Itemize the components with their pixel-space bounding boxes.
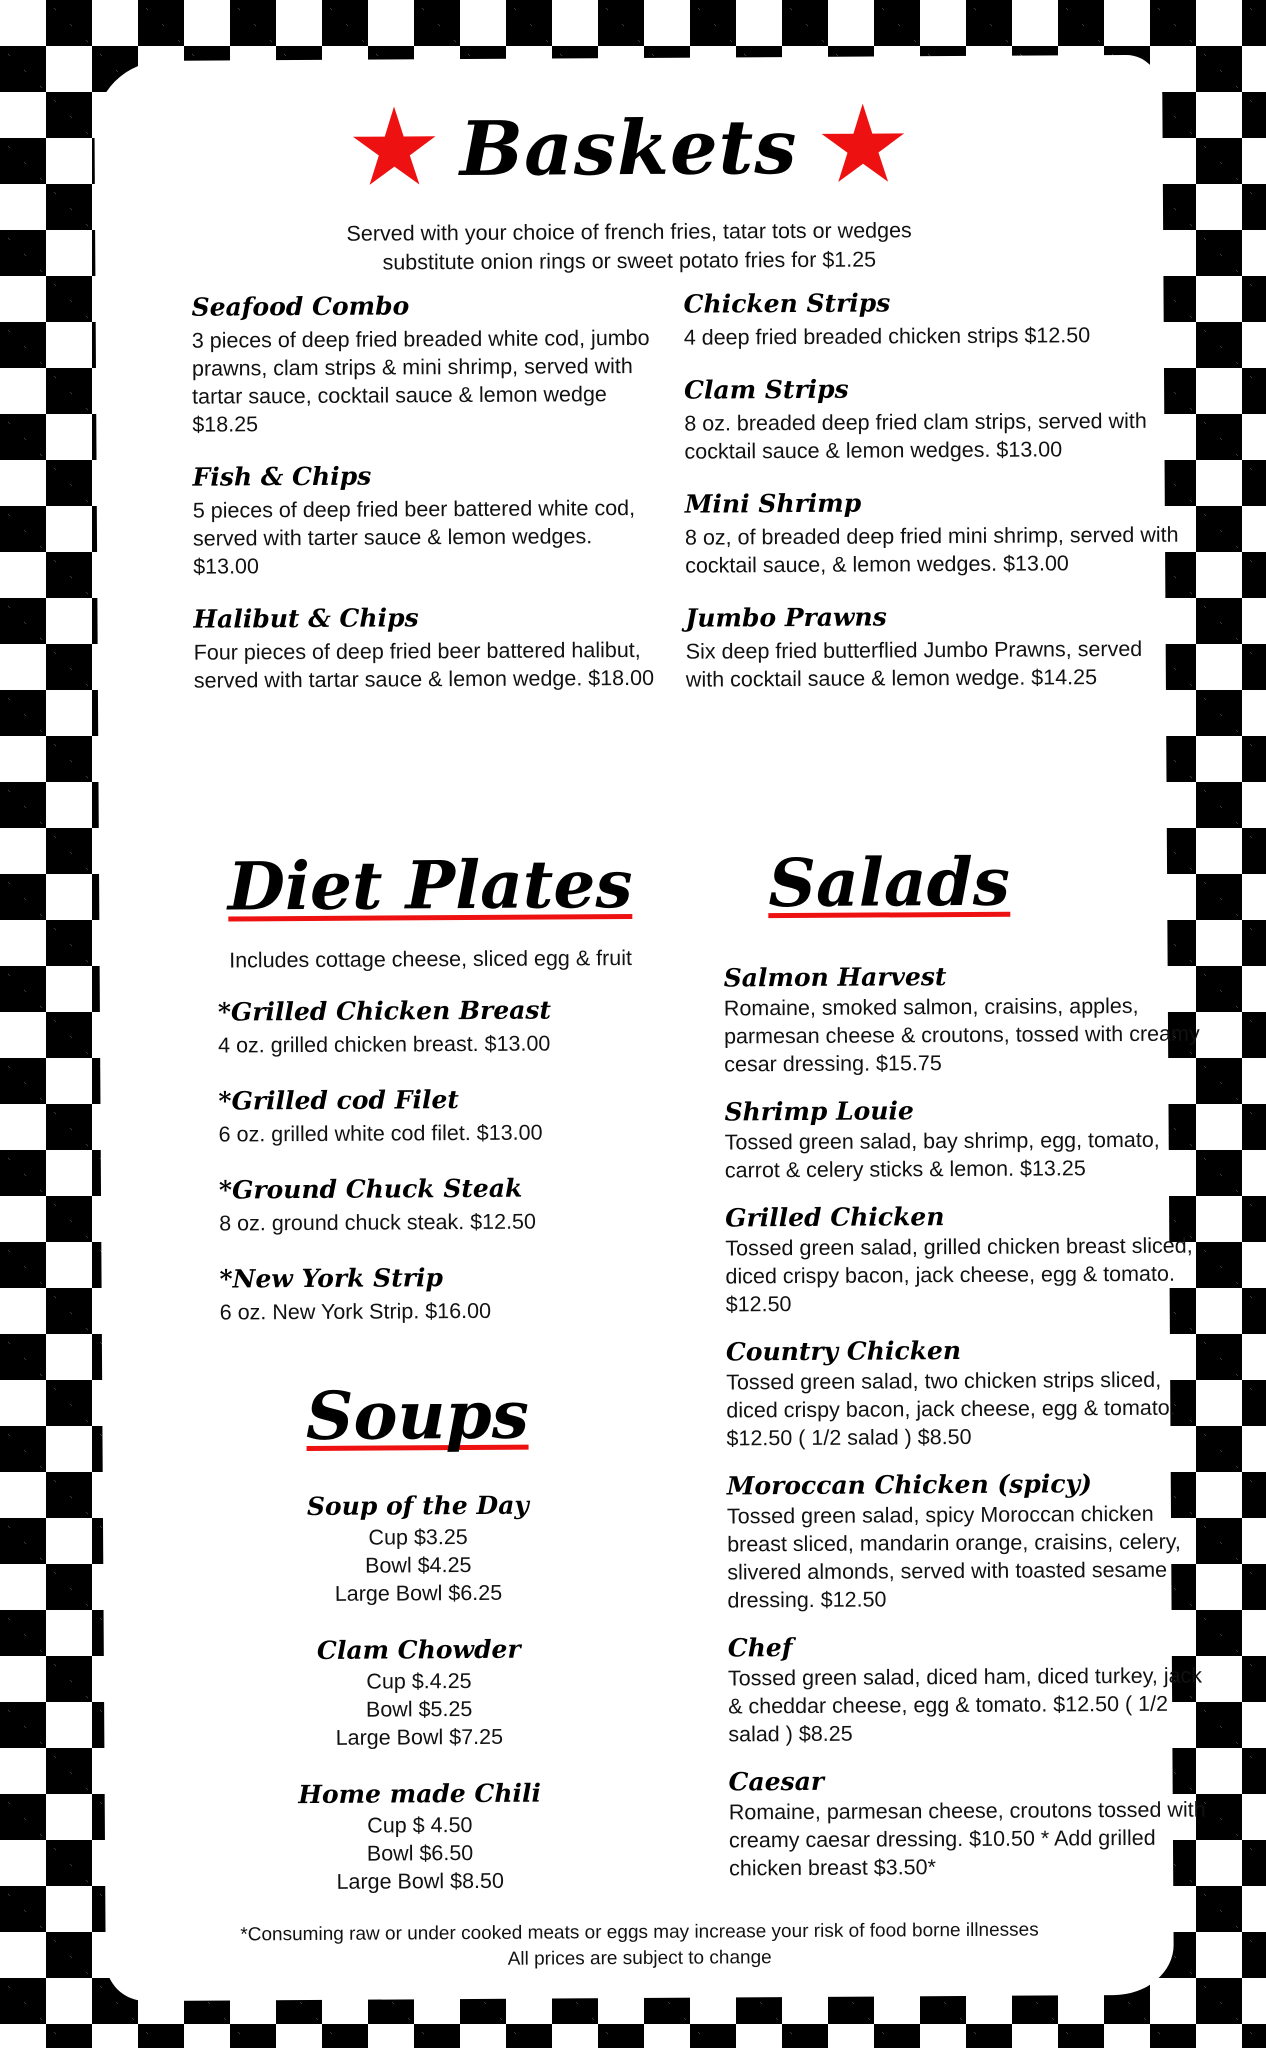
baskets-note-line-2: substitute onion rings or sweet potato fries for $1.25 (382, 247, 877, 275)
menu-item (193, 600, 664, 695)
menu-item-description: Romaine, smoked salmon, craisins, apples, parmesan cheese & croutons, tossed with creamy cesar dressing. $15.75 (723, 993, 1200, 1077)
menu-item (724, 1093, 1210, 1184)
baskets-serving-note (95, 215, 1163, 280)
menu-item (193, 458, 664, 581)
menu-item-name: Chicken Strips (683, 288, 891, 319)
soup-item-name: Clam Chowder (316, 1634, 521, 1665)
menu-item-name: *Grilled cod Filet (218, 1085, 459, 1116)
soup-price-line: Cup $.4.25 (366, 1669, 472, 1694)
menu-item (684, 371, 1185, 466)
menu-item-description: Four pieces of deep fried beer battered halibut, served with tartar sauce & lemon wedge. $18.00 (193, 637, 655, 693)
menu-item-name: Chef (727, 1633, 793, 1663)
menu-item (725, 1199, 1211, 1318)
menu-item-name: Moroccan Chicken (spicy) (726, 1469, 1092, 1501)
menu-item (219, 1260, 669, 1327)
menu-item (724, 959, 1210, 1078)
menu-item-description: 4 oz. grilled chicken breast. $13.00 (218, 1031, 551, 1058)
salads-list (724, 959, 1215, 1900)
soup-price-line: Large Bowl $7.25 (335, 1724, 504, 1750)
baskets-right-column (683, 285, 1186, 716)
soup-price-line: Bowl $4.25 (365, 1553, 472, 1578)
menu-item-description: 6 oz. grilled white cod filet. $13.00 (218, 1120, 543, 1147)
menu-item-description: Romaine, parmesan cheese, croutons tossed with creamy caesar dressing. $10.50 * Add grilled chicken breast $3.50* (728, 1797, 1206, 1881)
menu-item-name: Shrimp Louie (724, 1096, 914, 1127)
soups-header (252, 1375, 582, 1456)
soup-price-line: Large Bowl $8.50 (336, 1868, 504, 1894)
soup-item (223, 1488, 614, 1608)
diet-plates-header (195, 845, 665, 926)
menu-item (729, 1763, 1215, 1882)
menu-item-description: Six deep fried butterflied Jumbo Prawns, served with cocktail sauce & lemon wedge. $14.25 (685, 636, 1143, 692)
diet-plates-subtitle: Includes cottage cheese, sliced egg & fruit (229, 946, 633, 973)
menu-item-name: Halibut & Chips (193, 603, 419, 634)
menu-item (728, 1629, 1214, 1748)
soup-price-line: Large Bowl $6.25 (334, 1580, 503, 1606)
menu-item-name: Salmon Harvest (723, 962, 947, 993)
menu-item (218, 993, 668, 1060)
footer-disclaimer (105, 1917, 1173, 1976)
menu-item-description: 3 pieces of deep fried breaded white cod, jumbo prawns, clam strips & mini shrimp, served with tartar sauce, cocktail sauce & lemon wedge $18.25 (191, 325, 650, 437)
menu-item (683, 285, 1183, 352)
soup-item-name: Soup of the Day (306, 1490, 529, 1522)
menu-item (685, 485, 1186, 580)
baskets-title: Baskets (459, 102, 798, 194)
salads-title-wrap (768, 842, 1011, 923)
menu-item (219, 1171, 669, 1238)
menu-card (94, 55, 1206, 2001)
menu-item (191, 288, 662, 439)
menu-item (685, 599, 1186, 694)
baskets-left-column (191, 288, 664, 717)
soup-price-line: Cup $3.25 (368, 1525, 468, 1550)
menu-item-description: 8 oz, of breaded deep fried mini shrimp, served with cocktail sauce, & lemon wedges. $13.00 (684, 522, 1179, 578)
menu-item (726, 1333, 1212, 1452)
menu-item-description: Tossed green salad, diced ham, diced turkey, jack & cheddar cheese, egg & tomato. $12.50 ( 1/2 salad ) $8.25 (727, 1663, 1203, 1747)
menu-item-description: 8 oz. breaded deep fried clam strips, served with cocktail sauce & lemon wedges. $13.00 (684, 408, 1147, 464)
menu-item-name: Grilled Chicken (725, 1202, 945, 1233)
soup-price-line: Bowl $5.25 (365, 1697, 473, 1722)
salads-header (719, 842, 1059, 923)
menu-item-description: 5 pieces of deep fried beer battered white cod, served with tarter sauce & lemon wedges. $13.00 (192, 495, 636, 579)
menu-item-name: *Grilled Chicken Breast (217, 995, 552, 1027)
soup-price-line: Bowl $6.50 (366, 1840, 474, 1866)
soup-item (224, 1632, 615, 1752)
soups-list (223, 1488, 616, 1922)
menu-item-description: 8 oz. ground chuck steak. $12.50 (219, 1209, 537, 1236)
diet-plates-title: Diet Plates (227, 845, 633, 926)
diet-plates-title-wrap (227, 845, 633, 926)
soups-title-wrap (305, 1375, 530, 1456)
menu-item (218, 1082, 668, 1149)
menu-item-description: 4 deep fried breaded chicken strips $12.50 (683, 323, 1091, 350)
soup-item (225, 1776, 616, 1896)
menu-item-name: Country Chicken (725, 1336, 962, 1367)
footer-line-1: *Consuming raw or under cooked meats or eggs may increase your risk of food borne illnesses (240, 1919, 1039, 1946)
menu-item (727, 1467, 1213, 1614)
salads-title: Salads (768, 842, 1011, 923)
menu-item-description: Tossed green salad, grilled chicken breast sliced, diced crispy bacon, jack cheese, egg & tomato. $12.50 (725, 1233, 1193, 1317)
soup-item-name: Home made Chili (298, 1778, 542, 1810)
menu-item-name: Seafood Combo (191, 291, 410, 322)
footer-line-2: All prices are subject to change (507, 1947, 772, 1970)
star-icon-right (820, 103, 907, 190)
menu-item-description: 6 oz. New York Strip. $16.00 (219, 1298, 492, 1325)
star-icon-left (351, 106, 438, 193)
menu-item-name: Jumbo Prawns (685, 602, 887, 633)
menu-item-description: Tossed green salad, bay shrimp, egg, tomato, carrot & celery sticks & lemon. $13.25 (724, 1127, 1160, 1183)
menu-item-name: Caesar (728, 1766, 825, 1797)
diet-plates-list (218, 993, 670, 1352)
menu-item-name: Clam Strips (684, 374, 849, 405)
menu-item-description: Tossed green salad, two chicken strips sliced, diced crispy bacon, jack cheese, egg & tomato. $12.50 ( 1/2 salad ) $8.50 (726, 1367, 1176, 1451)
menu-item-name: *Ground Chuck Steak (218, 1173, 523, 1205)
menu-item-description: Tossed green salad, spicy Moroccan chicken breast sliced, mandarin orange, craisins, celery, slivered almonds, served with toasted sesame dressing. $12.50 (726, 1501, 1181, 1613)
baskets-header (94, 95, 1163, 212)
menu-item-name: Fish & Chips (192, 461, 372, 492)
baskets-note-line-1: Served with your choice of french fries, tatar tots or wedges (346, 218, 912, 246)
menu-item-name: *New York Strip (219, 1263, 443, 1294)
soups-title: Soups (305, 1375, 530, 1456)
menu-item-name: Mini Shrimp (684, 488, 862, 519)
soup-price-line: Cup $ 4.50 (367, 1813, 473, 1838)
